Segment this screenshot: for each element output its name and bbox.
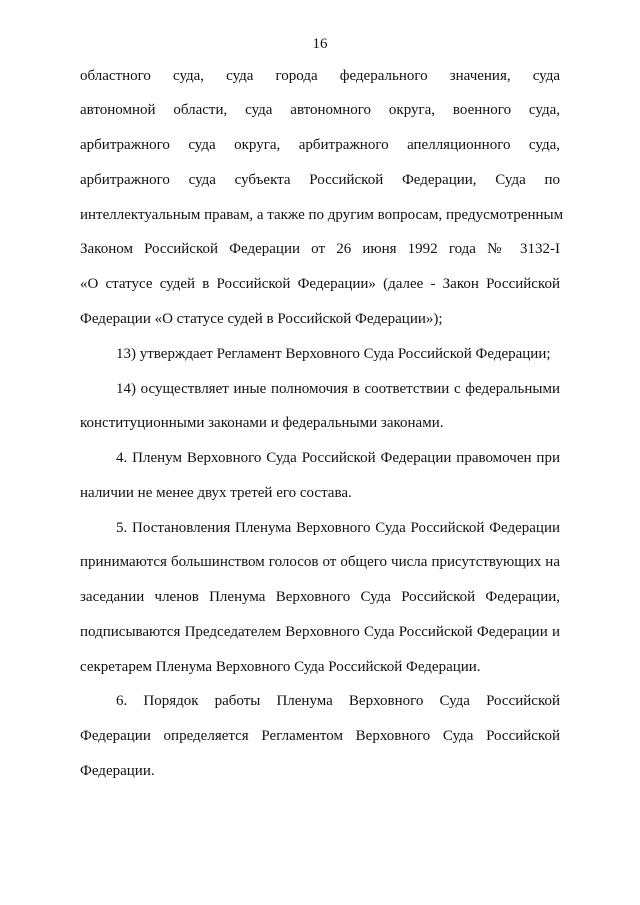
text-line: наличии не менее двух третей его состава.	[80, 485, 352, 501]
text-line: областного суда, суда города федерального значения, суда	[80, 68, 560, 84]
text-line: подписываются Председателем Верховного Суда Российской Федерации и	[80, 624, 560, 640]
text-line: заседании членов Пленума Верховного Суда Российской Федерации,	[80, 589, 560, 605]
page-number: 16	[312, 36, 328, 52]
text-line: «О статусе судей в Российской Федерации» (далее - Закон Российской	[80, 276, 560, 292]
text-line: 13) утверждает Регламент Верховного Суда Российской Федерации;	[116, 346, 551, 362]
text-line: 5. Постановления Пленума Верховного Суда Российской Федерации	[116, 520, 560, 536]
text-line: Федерации определяется Регламентом Верховного Суда Российской	[80, 728, 560, 744]
text-line: 6. Порядок работы Пленума Верховного Суда Российской	[116, 693, 560, 709]
text-line: интеллектуальным правам, а также по другим вопросам, предусмотренным	[80, 207, 564, 223]
text-line: принимаются большинством голосов от общего числа присутствующих на	[80, 554, 560, 570]
text-line: 4. Пленум Верховного Суда Российской Федерации правомочен при	[116, 450, 560, 466]
text-line: 14) осуществляет иные полномочия в соответствии с федеральными	[116, 381, 560, 397]
text-line: Федерации.	[80, 763, 155, 779]
text-line: арбитражного суда субъекта Российской Федерации, Суда по	[80, 172, 560, 188]
text-line: арбитражного суда округа, арбитражного апелляционного суда,	[80, 137, 560, 153]
text-line: конституционными законами и федеральными законами.	[80, 415, 444, 431]
text-line: Федерации «О статусе судей в Российской Федерации»);	[80, 311, 443, 327]
text-line: Законом Российской Федерации от 26 июня 1992 года № 3132-I	[80, 241, 560, 257]
text-line: секретарем Пленума Верховного Суда Российской Федерации.	[80, 659, 481, 675]
text-line: автономной области, суда автономного округа, военного суда,	[80, 102, 560, 118]
